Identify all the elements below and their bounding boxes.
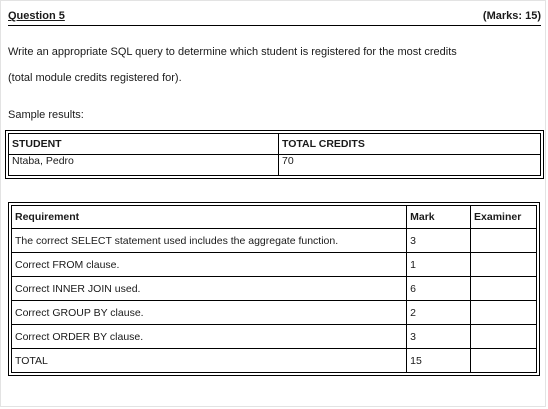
question-marks: (Marks: 15) xyxy=(482,10,541,22)
column-header-total-credits: TOTAL CREDITS xyxy=(279,134,541,155)
table-row xyxy=(12,277,537,301)
cell-examiner xyxy=(471,301,537,325)
cell-examiner xyxy=(471,325,537,349)
column-header-requirement: Requirement xyxy=(12,206,407,229)
rubric-table xyxy=(11,205,537,373)
question-header xyxy=(8,10,541,26)
cell-requirement: Correct INNER JOIN used. xyxy=(12,277,407,301)
table-row xyxy=(9,155,541,176)
cell-examiner xyxy=(471,277,537,301)
table-header-row xyxy=(9,134,541,155)
cell-examiner xyxy=(471,229,537,253)
table-row-total xyxy=(12,349,537,373)
cell-examiner xyxy=(471,349,537,373)
cell-requirement: The correct SELECT statement used includes the aggregate function. xyxy=(12,229,407,253)
table-row xyxy=(12,229,537,253)
cell-student: Ntaba, Pedro xyxy=(9,155,279,176)
cell-examiner xyxy=(471,253,537,277)
cell-mark: 6 xyxy=(407,277,471,301)
question-text-line-1: Write an appropriate SQL query to determine which student is registered for the most credits xyxy=(8,46,457,58)
cell-requirement: Correct ORDER BY clause. xyxy=(12,325,407,349)
sample-results-table xyxy=(8,133,541,176)
column-header-student: STUDENT xyxy=(9,134,279,155)
cell-mark: 15 xyxy=(407,349,471,373)
cell-total-credits: 70 xyxy=(279,155,541,176)
cell-requirement: TOTAL xyxy=(12,349,407,373)
sample-results-label: Sample results: xyxy=(8,109,84,121)
column-header-mark: Mark xyxy=(407,206,471,229)
cell-requirement: Correct GROUP BY clause. xyxy=(12,301,407,325)
cell-mark: 1 xyxy=(407,253,471,277)
cell-mark: 3 xyxy=(407,325,471,349)
table-row xyxy=(12,253,537,277)
cell-requirement: Correct FROM clause. xyxy=(12,253,407,277)
table-row xyxy=(12,301,537,325)
question-number: Question 5 xyxy=(8,10,65,22)
table-row xyxy=(12,325,537,349)
question-text xyxy=(8,39,543,91)
table-header-row xyxy=(12,206,537,229)
column-header-examiner: Examiner xyxy=(471,206,537,229)
question-text-line-2: (total module credits registered for). xyxy=(8,72,182,84)
cell-mark: 2 xyxy=(407,301,471,325)
cell-mark: 3 xyxy=(407,229,471,253)
